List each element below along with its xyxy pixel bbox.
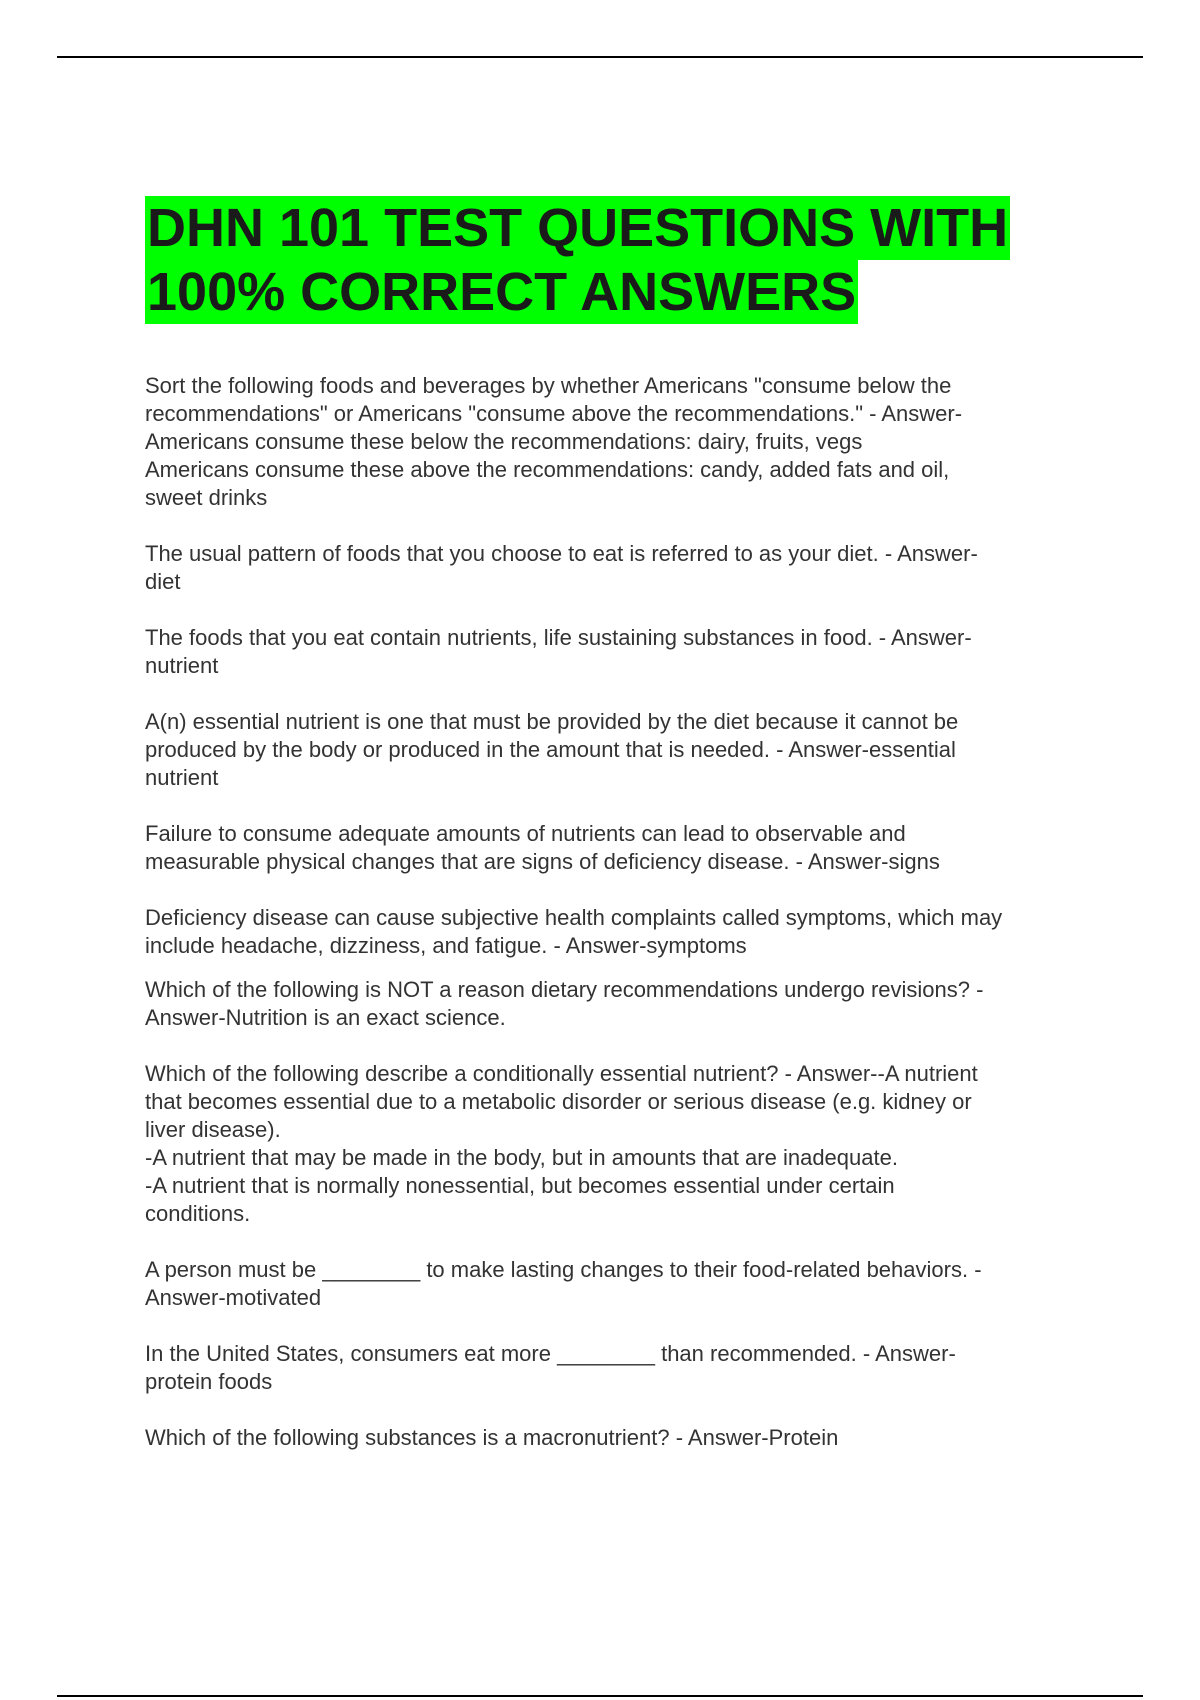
qa-line: conditions. (145, 1201, 251, 1226)
qa-line: Americans consume these above the recommendations: candy, added fats and oil, (145, 457, 950, 482)
document-title (145, 196, 1105, 324)
qa-item (145, 904, 1090, 960)
qa-line: -A nutrient that may be made in the body, but in amounts that are inadequate. (145, 1145, 898, 1170)
qa-line: recommendations" or Americans "consume above the recommendations." - Answer- (145, 401, 963, 426)
qa-item (145, 820, 1090, 876)
qa-line: Answer-motivated (145, 1285, 322, 1310)
qa-line: protein foods (145, 1369, 273, 1394)
bottom-rule (57, 1695, 1143, 1697)
top-rule (57, 56, 1143, 58)
qa-line: diet (145, 569, 181, 594)
qa-line: Americans consume these below the recommendations: dairy, fruits, vegs (145, 429, 863, 454)
qa-line: A(n) essential nutrient is one that must be provided by the diet because it cannot be (145, 709, 959, 734)
qa-line: Which of the following describe a conditionally essential nutrient? - Answer--A nutrient (145, 1061, 978, 1086)
title-line-2: 100% CORRECT ANSWERS (147, 262, 857, 322)
qa-line: Sort the following foods and beverages by whether Americans "consume below the (145, 373, 952, 398)
qa-item (145, 624, 1090, 680)
qa-line: nutrient (145, 765, 219, 790)
qa-item (145, 372, 1090, 512)
qa-line: The foods that you eat contain nutrients, life sustaining substances in food. - Answer- (145, 625, 972, 650)
qa-item (145, 1424, 1090, 1452)
qa-item (145, 708, 1090, 792)
qa-line: Deficiency disease can cause subjective health complaints called symptoms, which may (145, 905, 1003, 930)
qa-line: include headache, dizziness, and fatigue. - Answer-symptoms (145, 933, 747, 958)
title-line-1: DHN 101 TEST QUESTIONS WITH (147, 198, 1009, 258)
qa-line: produced by the body or produced in the amount that is needed. - Answer-essential (145, 737, 956, 762)
qa-item (145, 976, 1090, 1032)
qa-item (145, 1256, 1090, 1312)
qa-line: Which of the following substances is a macronutrient? - Answer-Protein (145, 1425, 839, 1450)
qa-list (145, 372, 1090, 1480)
qa-item (145, 540, 1090, 596)
qa-line: -A nutrient that is normally nonessential, but becomes essential under certain (145, 1173, 895, 1198)
qa-line: In the United States, consumers eat more ________ than recommended. - Answer- (145, 1341, 956, 1366)
qa-item (145, 1060, 1090, 1228)
qa-line: Which of the following is NOT a reason dietary recommendations undergo revisions? - (145, 977, 984, 1002)
qa-item (145, 1340, 1090, 1396)
qa-line: that becomes essential due to a metabolic disorder or serious disease (e.g. kidney or (145, 1089, 972, 1114)
qa-line: The usual pattern of foods that you choose to eat is referred to as your diet. - Answer- (145, 541, 978, 566)
qa-line: A person must be ________ to make lasting changes to their food-related behaviors. - (145, 1257, 982, 1282)
qa-line: liver disease). (145, 1117, 281, 1142)
qa-line: nutrient (145, 653, 219, 678)
qa-line: sweet drinks (145, 485, 268, 510)
qa-line: Failure to consume adequate amounts of nutrients can lead to observable and (145, 821, 906, 846)
qa-line: Answer-Nutrition is an exact science. (145, 1005, 506, 1030)
qa-line: measurable physical changes that are signs of deficiency disease. - Answer-signs (145, 849, 940, 874)
